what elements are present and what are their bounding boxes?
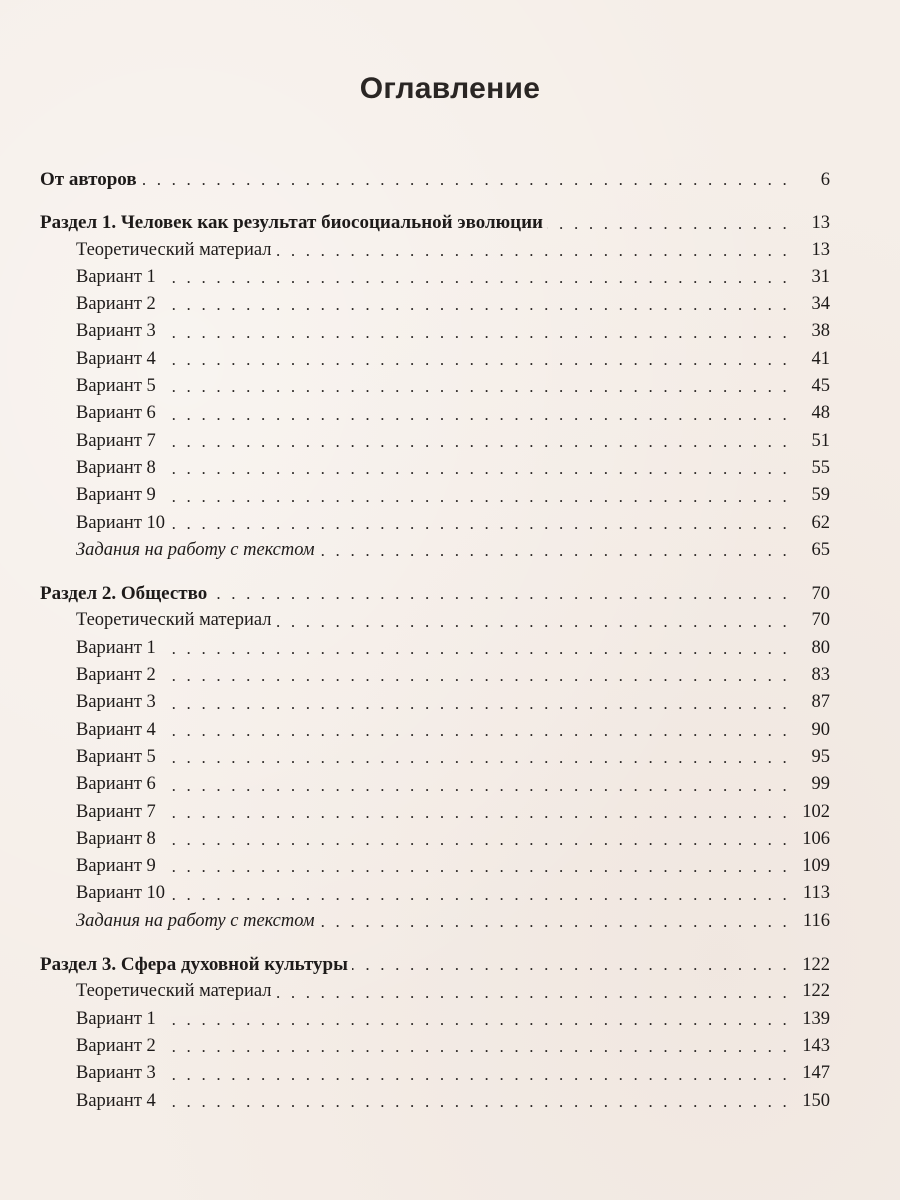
toc-entry-label: Вариант 3	[76, 1063, 156, 1084]
toc-entry[interactable]	[40, 428, 830, 455]
toc-entry-page: 83	[811, 665, 830, 686]
toc-entry-page: 13	[811, 239, 830, 260]
toc-entry-page: 147	[802, 1063, 830, 1084]
toc-entry[interactable]	[40, 318, 830, 345]
toc-entry-label: Вариант 8	[76, 828, 156, 849]
toc-entry-page: 38	[811, 321, 830, 342]
toc-entry[interactable]	[40, 744, 830, 771]
toc-section-1[interactable]	[40, 209, 830, 236]
toc-entry-label: Вариант 3	[76, 321, 156, 342]
toc-section-2[interactable]	[40, 580, 830, 607]
toc-entry-label: Вариант 1	[76, 637, 156, 658]
toc-entry-label: Вариант 6	[76, 403, 156, 424]
toc-entry-label: Вариант 1	[76, 266, 156, 287]
toc-entry-text-tasks[interactable]	[40, 908, 830, 935]
toc-entry[interactable]	[40, 853, 830, 880]
toc-entry-label: Вариант 2	[76, 1035, 156, 1056]
toc-entry[interactable]	[40, 771, 830, 798]
dot-leader	[160, 1061, 790, 1088]
dot-leader	[160, 1006, 790, 1033]
dot-leader	[275, 979, 790, 1006]
toc-entry-label: Теоретический материал	[76, 610, 272, 631]
toc-entry-page: 122	[802, 981, 830, 1002]
toc-entry-label: Вариант 10	[76, 883, 166, 904]
toc-section-label: Раздел 1. Человек как результат биосоциальной эволюции	[40, 212, 543, 234]
toc-entry[interactable]	[40, 373, 830, 400]
toc-entry[interactable]	[40, 635, 830, 662]
dot-leader	[160, 401, 790, 428]
toc-entry-page: 113	[802, 883, 830, 904]
toc-entry[interactable]	[40, 1088, 830, 1115]
toc-entry-page: 65	[811, 539, 830, 560]
toc-entry-page: 150	[802, 1090, 830, 1111]
dot-leader	[211, 580, 790, 607]
toc-entry[interactable]	[40, 607, 830, 634]
toc-entry-page: 62	[811, 512, 830, 533]
toc-entry-label: Вариант 4	[76, 1090, 156, 1111]
toc-entry-label: Вариант 8	[76, 457, 156, 478]
toc-entry-page: 70	[811, 610, 830, 631]
toc-section-label: Раздел 3. Сфера духовной культуры	[40, 954, 348, 976]
dot-leader	[160, 346, 790, 373]
toc-entry-page: 106	[802, 828, 830, 849]
toc-entry[interactable]	[40, 717, 830, 744]
toc-entry-label: Вариант 3	[76, 692, 156, 713]
toc-section-3[interactable]	[40, 951, 830, 978]
table-of-contents	[40, 166, 830, 1115]
dot-leader	[169, 510, 790, 537]
toc-entry-page: 6	[820, 170, 830, 190]
toc-entry-label: Вариант 9	[76, 856, 156, 877]
toc-entry-page: 87	[811, 692, 830, 713]
toc-entry[interactable]	[40, 662, 830, 689]
dot-leader	[160, 483, 790, 510]
toc-section-page: 70	[811, 584, 830, 605]
dot-leader	[160, 799, 790, 826]
toc-entry-label: Вариант 5	[76, 746, 156, 767]
dot-leader	[160, 428, 790, 455]
toc-entry-label: Вариант 7	[76, 430, 156, 451]
toc-entry[interactable]	[40, 799, 830, 826]
toc-entry-label: Вариант 1	[76, 1008, 156, 1029]
toc-entry-page: 116	[802, 910, 830, 931]
toc-entry[interactable]	[40, 482, 830, 509]
dot-leader	[160, 635, 790, 662]
toc-entry-page: 51	[811, 430, 830, 451]
toc-entry-label: Задания на работу с текстом	[76, 539, 315, 560]
toc-entry-page: 102	[802, 801, 830, 822]
page-title: Оглавление	[359, 72, 541, 105]
toc-entry[interactable]	[40, 264, 830, 291]
dot-leader	[547, 210, 790, 237]
toc-entry-page: 55	[811, 457, 830, 478]
dot-leader	[160, 853, 790, 880]
toc-entry[interactable]	[40, 1006, 830, 1033]
dot-leader	[160, 744, 790, 771]
toc-entry-label: От авторов	[40, 169, 137, 190]
toc-entry[interactable]	[40, 237, 830, 264]
toc-entry[interactable]	[40, 346, 830, 373]
toc-entry-page: 45	[811, 376, 830, 397]
toc-section-page: 13	[811, 213, 830, 234]
toc-entry-page: 31	[811, 266, 830, 287]
toc-section-label: Раздел 2. Общество	[40, 583, 208, 605]
dot-leader	[160, 319, 790, 346]
dot-leader	[160, 717, 790, 744]
dot-leader	[160, 291, 790, 318]
toc-section-page: 122	[802, 955, 830, 976]
toc-entry[interactable]	[40, 400, 830, 427]
toc-entry-label: Задания на работу с текстом	[76, 910, 315, 931]
toc-entry-label: Теоретический материал	[76, 239, 272, 260]
dot-leader	[160, 772, 790, 799]
dot-leader	[160, 373, 790, 400]
dot-leader	[319, 537, 790, 564]
toc-entry-label: Вариант 7	[76, 801, 156, 822]
toc-entry-page: 34	[811, 294, 830, 315]
toc-entry[interactable]	[40, 291, 830, 318]
dot-leader	[160, 826, 790, 853]
dot-leader	[160, 690, 790, 717]
toc-entry-page: 48	[811, 403, 830, 424]
toc-entry-label: Вариант 2	[76, 665, 156, 686]
toc-entry[interactable]	[40, 1033, 830, 1060]
toc-entry-page: 99	[811, 774, 830, 795]
toc-entry-page: 139	[802, 1008, 830, 1029]
dot-leader	[141, 166, 790, 193]
toc-entry-page: 109	[802, 856, 830, 877]
dot-leader	[160, 1088, 790, 1115]
toc-entry-page: 95	[811, 746, 830, 767]
toc-entry[interactable]	[40, 880, 830, 907]
dot-leader	[319, 908, 790, 935]
dot-leader	[160, 1033, 790, 1060]
toc-entry[interactable]	[40, 978, 830, 1005]
dot-leader	[160, 455, 790, 482]
toc-entry[interactable]	[40, 455, 830, 482]
toc-entry-label: Вариант 4	[76, 348, 156, 369]
toc-entry-page: 41	[811, 348, 830, 369]
dot-leader	[352, 951, 790, 978]
dot-leader	[169, 881, 790, 908]
toc-entry-label: Вариант 9	[76, 485, 156, 506]
toc-entry-page: 90	[811, 719, 830, 740]
toc-entry-text-tasks[interactable]	[40, 537, 830, 564]
toc-entry-label: Вариант 4	[76, 719, 156, 740]
toc-entry-page: 80	[811, 637, 830, 658]
toc-entry-label: Вариант 5	[76, 376, 156, 397]
toc-entry-preface[interactable]	[40, 166, 830, 193]
toc-entry-label: Вариант 6	[76, 774, 156, 795]
toc-entry-label: Вариант 10	[76, 512, 166, 533]
toc-entry[interactable]	[40, 826, 830, 853]
dot-leader	[160, 662, 790, 689]
toc-entry[interactable]	[40, 689, 830, 716]
toc-entry-page: 143	[802, 1035, 830, 1056]
toc-entry-page: 59	[811, 485, 830, 506]
toc-entry[interactable]	[40, 510, 830, 537]
dot-leader	[275, 237, 790, 264]
dot-leader	[160, 264, 790, 291]
toc-entry-label: Теоретический материал	[76, 981, 272, 1002]
toc-entry-label: Вариант 2	[76, 294, 156, 315]
dot-leader	[275, 608, 790, 635]
toc-entry[interactable]	[40, 1060, 830, 1087]
